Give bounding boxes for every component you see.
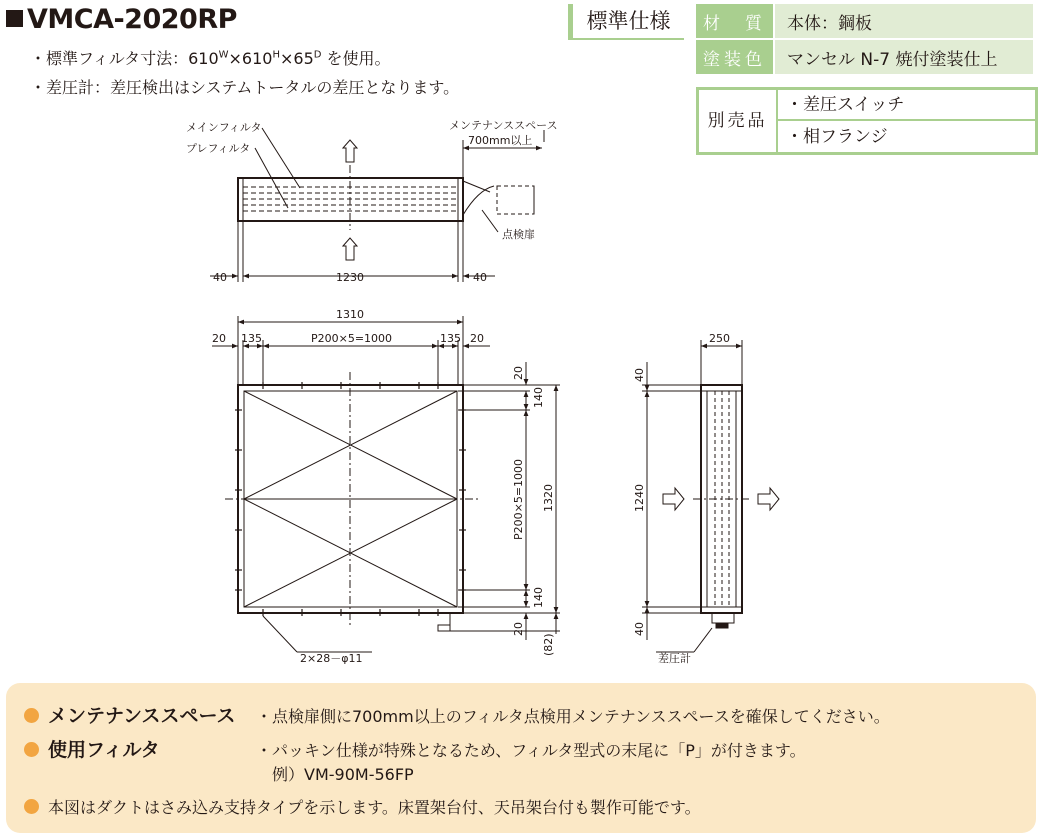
maintenance-label: メンテナンススペース <box>449 119 558 132</box>
dim-label: 140 <box>532 387 545 408</box>
options-label: 別売品 <box>699 90 778 152</box>
note-text: 本図はダクトはさみ込み支持タイプを示します。床置架台付、天吊架台付も製作可能です。 <box>48 798 701 817</box>
note-example: 例）VM-90M-56FP <box>272 765 414 784</box>
dim-label: 1310 <box>336 308 364 321</box>
bullet-icon <box>24 708 39 723</box>
dim-label: 20 <box>212 332 226 345</box>
holes-label: 2×28－φ11 <box>300 652 363 665</box>
dim-label: 135 <box>440 332 461 345</box>
dim-label: 40 <box>633 622 646 636</box>
dim-label: P200×5=1000 <box>311 332 393 345</box>
note-text: ・点検扉側に700mm以上のフィルタ点検用メンテナンススペースを確保してください。 <box>256 707 890 726</box>
option-item: ・差圧スイッチ <box>778 90 1035 121</box>
main-filter-label: メインフィルタ <box>186 121 262 134</box>
gauge-label: 差圧計 <box>658 652 691 665</box>
front-view <box>212 316 560 652</box>
spec-label: 塗装色 <box>696 40 774 74</box>
dim-label: 40 <box>473 271 487 284</box>
note-label: メンテナンススペース <box>48 705 236 727</box>
notes-box <box>6 683 1036 833</box>
dim-label: P200×5=1000 <box>512 458 525 540</box>
dim-label: 1240 <box>633 484 646 512</box>
dim-label: 250 <box>709 332 730 345</box>
top-view <box>210 128 544 282</box>
option-item: ・相フランジ <box>786 127 888 147</box>
side-view <box>642 340 779 652</box>
dim-label: 140 <box>532 587 545 608</box>
dim-label: 1230 <box>336 271 364 284</box>
standard-spec-tab: 標準仕様 <box>568 4 684 40</box>
dim-label: 40 <box>633 368 646 382</box>
spec-value: 本体：鋼板 <box>774 4 1033 38</box>
note-label: 使用フィルタ <box>48 739 160 761</box>
bullet-icon <box>24 799 39 814</box>
spec-value: マンセル N-7 焼付塗装仕上 <box>774 40 1033 74</box>
dim-label: 135 <box>241 332 262 345</box>
maintenance-dim-label: 700mm以上 <box>468 134 533 147</box>
bullet-icon <box>24 742 39 757</box>
note-text: ・パッキン仕様が特殊となるため、フィルタ型式の末尾に「P」が付きます。 <box>256 741 806 760</box>
dim-label: 20 <box>512 366 525 380</box>
dim-label: 40 <box>213 271 227 284</box>
dim-label: 20 <box>470 332 484 345</box>
dim-label: 20 <box>512 622 525 636</box>
gauge-note: ・差圧計：差圧検出はシステムトータルの差圧となります。 <box>30 78 460 97</box>
pre-filter-label: プレフィルタ <box>186 142 251 155</box>
model-name: VMCA-2020RP <box>27 4 237 35</box>
door-label: 点検扉 <box>502 228 535 241</box>
spec-label: 材 質 <box>696 4 774 38</box>
dim-label: (82) <box>542 633 555 656</box>
dim-label: 1320 <box>542 484 555 512</box>
filter-size-note: ・標準フィルタ寸法：$610^W\times 610^H\times 65^D$ を使用。 <box>30 49 391 68</box>
